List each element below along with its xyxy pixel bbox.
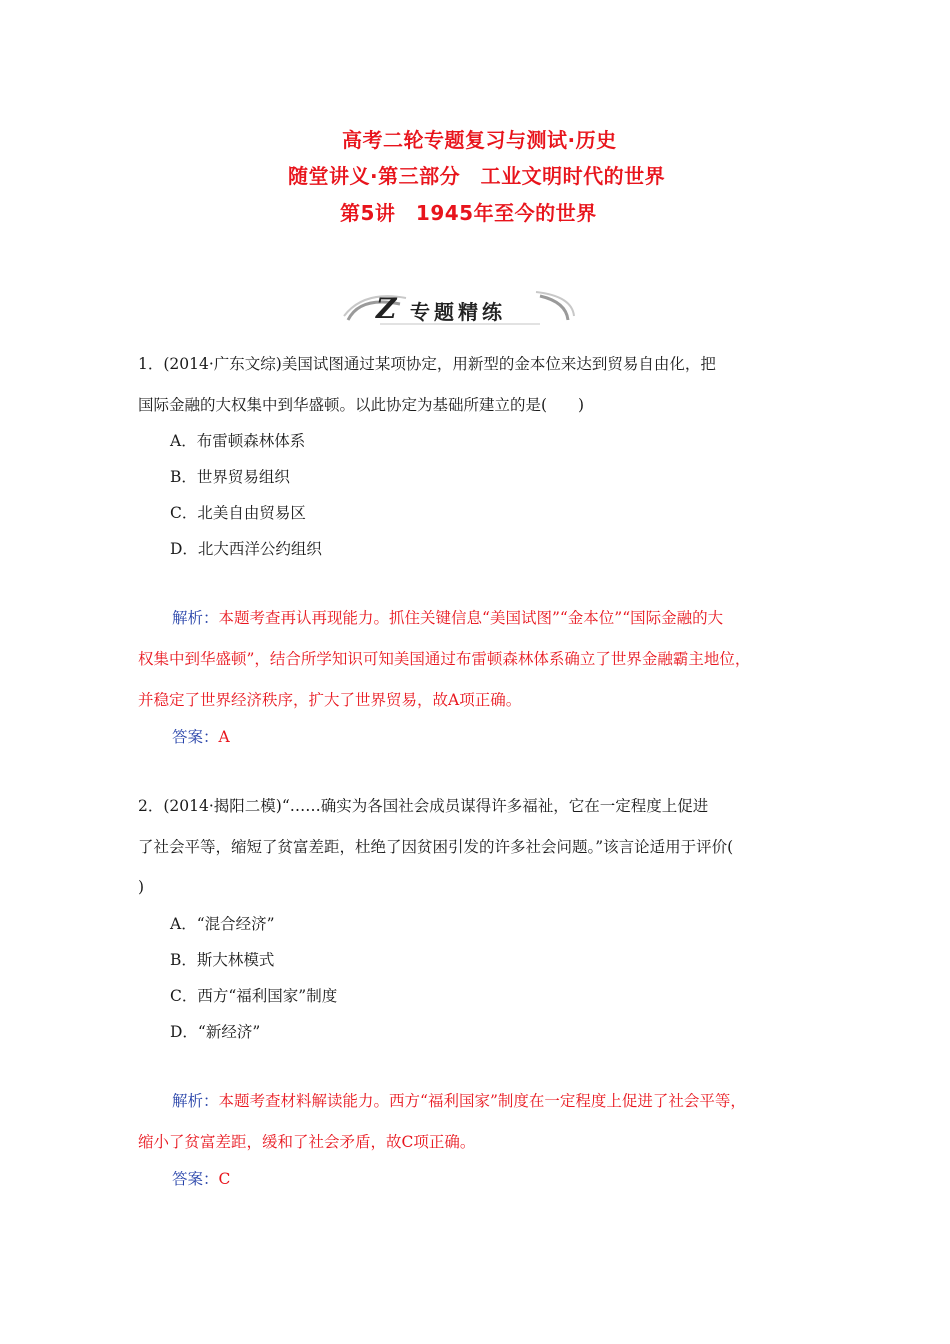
question-2-option-c: C．西方“福利国家”制度 xyxy=(170,987,338,1005)
question-2-analysis-line-2: 缩小了贫富差距，缓和了社会矛盾，故C项正确。 xyxy=(138,1133,476,1151)
banner-letter: Z xyxy=(376,292,397,325)
title-line-2: 随堂讲义·第三部分 工业文明时代的世界 xyxy=(288,164,666,188)
question-1-answer xyxy=(172,719,230,756)
question-1-option-b: B．世界贸易组织 xyxy=(170,468,290,486)
answer-value: C xyxy=(218,1170,231,1188)
question-2-analysis-line-1 xyxy=(172,1083,746,1120)
question-1-analysis-line-3: 并稳定了世界经济秩序，扩大了世界贸易，故A项正确。 xyxy=(138,691,522,709)
question-2-option-b: B．斯大林模式 xyxy=(170,951,275,969)
question-2-answer xyxy=(172,1161,230,1198)
question-2-option-a: A．“混合经济” xyxy=(170,915,275,933)
question-1-stem-line-1: 1．(2014·广东文综)美国试图通过某项协定，用新型的金本位来达到贸易自由化，把 xyxy=(138,355,716,373)
question-2-stem-line-1: 2．(2014·揭阳二模)“……确实为各国社会成员谋得许多福祉，它在一定程度上促进 xyxy=(138,797,709,815)
analysis-text: 本题考查材料解读能力。西方“福利国家”制度在一定程度上促进了社会平等， xyxy=(218,1092,746,1110)
answer-label: 答案： xyxy=(172,1170,219,1188)
banner-title: 专题精练 xyxy=(410,300,506,324)
answer-label: 答案： xyxy=(172,728,219,746)
question-2-stem-line-2: 了社会平等，缩短了贫富差距，杜绝了因贫困引发的许多社会问题。”该言论适用于评价( xyxy=(138,838,734,856)
section-banner xyxy=(340,286,576,330)
answer-value: A xyxy=(218,728,230,746)
analysis-label: 解析： xyxy=(172,609,219,627)
analysis-label: 解析： xyxy=(172,1092,219,1110)
question-2-stem-line-3: ) xyxy=(138,878,145,896)
question-1-stem-line-2: 国际金融的大权集中到华盛顿。以此协定为基础所建立的是( ) xyxy=(138,396,585,414)
question-1-analysis-line-1 xyxy=(172,600,723,637)
analysis-text: 本题考查再认再现能力。抓住关键信息“美国试图”“金本位”“国际金融的大 xyxy=(218,609,724,627)
question-1-option-c: C．北美自由贸易区 xyxy=(170,504,306,522)
question-1-option-d: D．北大西洋公约组织 xyxy=(170,540,322,558)
question-1-analysis-line-2: 权集中到华盛顿”，结合所学知识可知美国通过布雷顿森林体系确立了世界金融霸主地位， xyxy=(138,650,751,668)
question-1-option-a: A．布雷顿森林体系 xyxy=(170,432,306,450)
question-2-option-d: D．“新经济” xyxy=(170,1023,261,1041)
title-line-3: 第5讲 1945年至今的世界 xyxy=(340,201,597,225)
title-line-1: 高考二轮专题复习与测试·历史 xyxy=(342,128,617,152)
